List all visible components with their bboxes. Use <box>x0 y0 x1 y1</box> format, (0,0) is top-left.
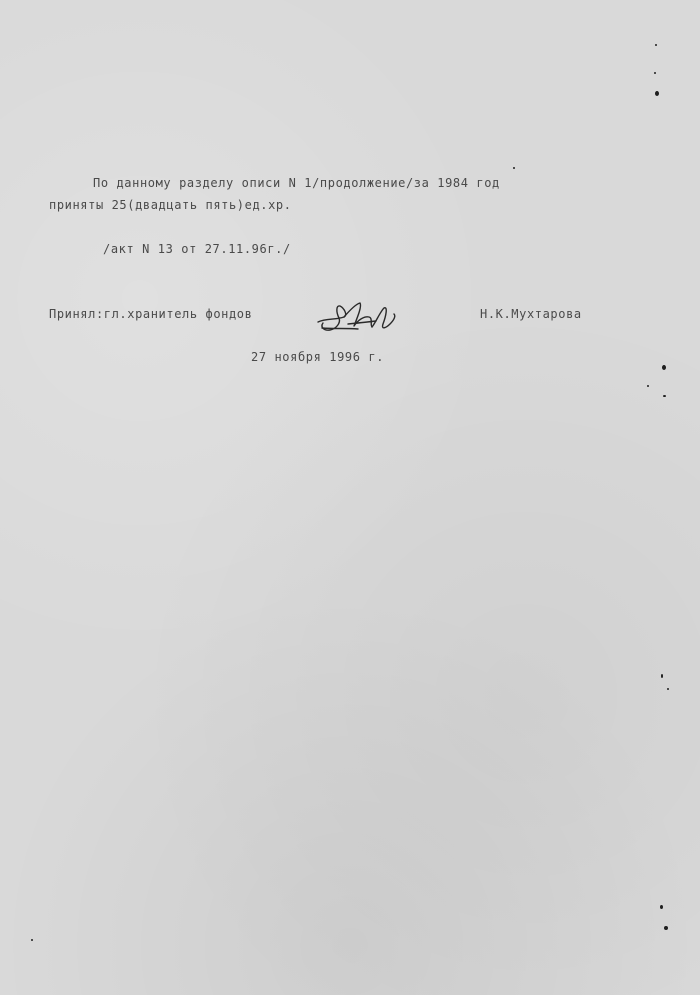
paragraph-line-2: приняты 25(двадцать пять)ед.хр. <box>49 198 292 212</box>
signatory-name: Н.К.Мухтарова <box>480 307 582 321</box>
paragraph-line-1: По данному разделу описи N 1/продолжение/за 1984 год <box>93 176 500 190</box>
received-by-label: Принял:гл.хранитель фондов <box>49 307 253 321</box>
scan-speck <box>513 167 515 169</box>
scan-speck <box>655 91 659 96</box>
handwritten-signature <box>314 298 400 338</box>
scan-speck <box>654 72 656 74</box>
scan-speck <box>667 688 669 690</box>
scan-speck <box>663 395 666 397</box>
scan-speck <box>664 926 668 930</box>
scan-speck <box>661 674 663 678</box>
act-reference: /акт N 13 от 27.11.96г./ <box>103 242 291 256</box>
scan-speck <box>662 365 666 370</box>
scan-speck <box>647 385 649 387</box>
scan-speck <box>660 905 663 909</box>
scan-speck <box>655 44 657 46</box>
document-date: 27 ноября 1996 г. <box>251 350 385 364</box>
scan-speck <box>31 939 33 941</box>
